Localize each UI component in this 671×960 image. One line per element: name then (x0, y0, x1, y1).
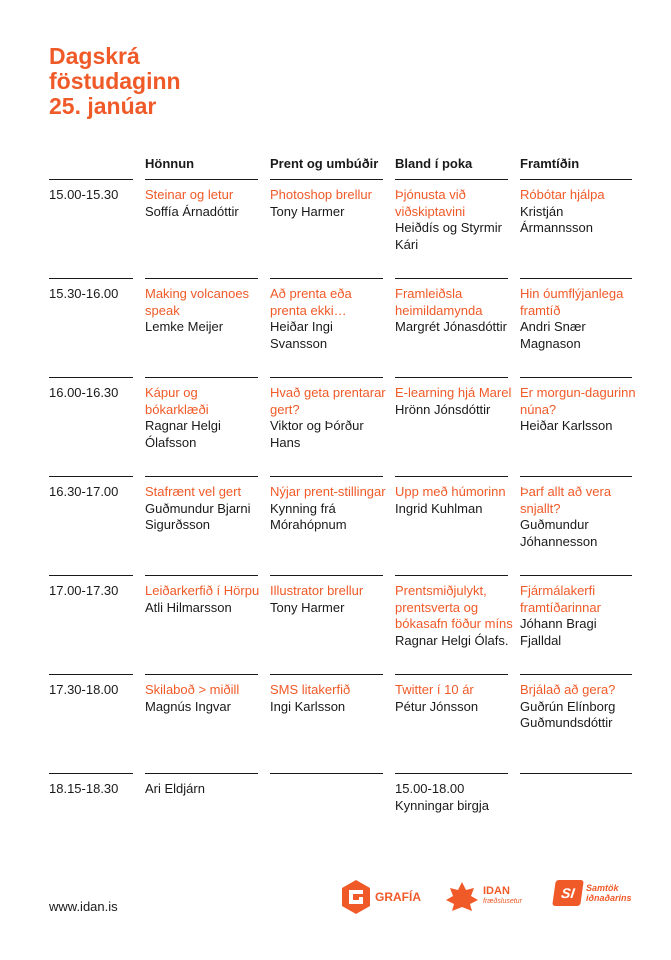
session-title: Að prenta eða prenta ekki… (270, 286, 352, 318)
time-slot: 17.00-17.30 (49, 583, 119, 598)
session-cell (270, 583, 388, 616)
session-speaker: Heiðdís og Styrmir Kári (395, 220, 502, 252)
session-cell (395, 385, 513, 418)
session-speaker: Margrét Jónasdóttir (395, 319, 507, 335)
session-title: Hvað geta prentarar gert? (270, 385, 386, 417)
session-speaker: Guðmundur Bjarni Sigurðsson (145, 500, 251, 533)
session-cell (520, 187, 638, 237)
session-cell (145, 484, 263, 534)
grafia-logo-text: GRAFÍA (375, 890, 421, 904)
session-speaker: Guðrún Elínborg Guðmundsdóttir (520, 698, 616, 731)
session-cell (270, 385, 388, 451)
session-title: Þarf allt að vera snjallt? (520, 484, 612, 516)
session-cell (520, 484, 638, 550)
session-speaker: Kynning frá Mórahópnum (270, 500, 347, 533)
time-slot: 18.15-18.30 (49, 781, 119, 796)
session-cell (145, 187, 263, 220)
session-cell (395, 583, 513, 649)
session-title: Brjálað að gera? (520, 682, 616, 697)
session-title: Framleiðsla heimildamynda (395, 286, 483, 318)
website-url[interactable]: www.idan.is (49, 899, 118, 914)
session-cell (145, 286, 263, 336)
schedule-row (0, 575, 671, 674)
title-line-3: 25. janúar (49, 93, 157, 119)
session-title: Þjónusta við viðskiptavini (395, 187, 466, 219)
title-line-1: Dagskrá (49, 43, 140, 69)
session-speaker: Ingi Karlsson (270, 698, 346, 714)
session-cell (270, 484, 388, 534)
session-speaker: Tony Harmer (270, 599, 345, 615)
session-cell (520, 583, 638, 649)
title-line-2: föstudaginn (49, 68, 181, 94)
grafia-logo-icon (341, 880, 371, 914)
idan-logo-icon (444, 880, 480, 912)
si-logo-mark: SI (560, 885, 576, 901)
time-slot: 17.30-18.00 (49, 682, 119, 697)
idan-logo-subtext: fræðslusetur (483, 898, 522, 905)
schedule-row (0, 179, 671, 278)
page-title (49, 44, 181, 119)
session-speaker: Guðmundur Jóhannesson (520, 517, 598, 549)
schedule-row (0, 773, 671, 872)
schedule-header (0, 150, 671, 180)
session-cell (395, 286, 513, 336)
session-speaker: Magnús Ingvar (145, 698, 231, 714)
session-cell (270, 187, 388, 220)
session-cell (145, 682, 263, 715)
session-title: Making volcanoes speak (145, 286, 250, 318)
session-cell (520, 286, 638, 352)
session-speaker: Ari Eldjárn (145, 781, 205, 796)
session-cell (395, 781, 513, 814)
session-title: Róbótar hjálpa (520, 187, 605, 202)
session-speaker: Jóhann Bragi Fjalldal (520, 616, 597, 648)
time-slot: 15.00-15.30 (49, 187, 119, 202)
column-header-prent: Prent og umbúðir (270, 156, 379, 171)
schedule-row (0, 476, 671, 575)
session-cell (395, 682, 513, 715)
schedule-row (0, 674, 671, 773)
time-slot: 16.00-16.30 (49, 385, 119, 400)
session-speaker: Ragnar Helgi Ólafsson (145, 418, 221, 450)
session-title: Upp með húmorinn (395, 484, 506, 499)
session-speaker: Hrönn Jónsdóttir (395, 401, 491, 417)
session-title: Skilaboð > miðill (145, 682, 240, 697)
session-title: Photoshop brellur (270, 187, 372, 202)
session-speaker: Ingrid Kuhlman (395, 500, 483, 516)
session-speaker: Soffía Árnadóttir (145, 203, 239, 219)
session-speaker: Pétur Jónsson (395, 698, 479, 714)
session-title: Kápur og bókarklæði (145, 385, 209, 417)
session-cell (145, 781, 263, 798)
session-cell (145, 583, 263, 616)
schedule-row (0, 278, 671, 377)
session-cell (520, 385, 638, 435)
session-title: Steinar og letur (145, 187, 234, 202)
session-speaker: Viktor og Þórður Hans (270, 418, 364, 450)
si-logo-line-1: Samtök (586, 883, 619, 893)
session-cell (145, 385, 263, 451)
session-title: Leiðarkerfið í Hörpu (145, 583, 260, 598)
session-speaker: Ragnar Helgi Ólafs. (395, 632, 509, 648)
session-speaker: Tony Harmer (270, 203, 345, 219)
column-header-framtidin: Framtíðin (520, 156, 580, 171)
session-title: Prentsmiðjulykt, prentsverta og bókasafn föður míns (395, 583, 513, 632)
column-header-honnun: Hönnun (145, 156, 195, 171)
session-speaker: Kristján Ármannsson (520, 203, 593, 236)
si-logo-line-2: iðnaðarins (586, 893, 632, 903)
session-title: E-learning hjá Marel (395, 385, 512, 400)
session-title: Nýjar prent-stillingar (270, 484, 386, 499)
column-header-bland: Bland í poka (395, 156, 473, 171)
session-title: Twitter í 10 ár (395, 682, 474, 697)
session-speaker: Heiðar Ingi Svansson (270, 319, 333, 351)
session-cell (395, 484, 513, 517)
session-title: SMS litakerfið (270, 682, 351, 697)
grafia-logo (341, 880, 421, 914)
session-speaker: 15.00-18.00 Kynningar birgja (395, 781, 489, 813)
idan-logo (444, 880, 522, 912)
session-title: Stafrænt vel gert (145, 484, 242, 499)
time-slot: 15.30-16.00 (49, 286, 119, 301)
session-title: Illustrator brellur (270, 583, 364, 598)
session-speaker: Lemke Meijer (145, 319, 224, 335)
session-speaker: Heiðar Karlsson (520, 418, 613, 434)
session-speaker: Andri Snær Magnason (520, 319, 586, 351)
schedule-row (0, 377, 671, 476)
si-logo (554, 880, 632, 906)
session-cell (520, 682, 638, 732)
session-cell (270, 682, 388, 715)
session-cell (395, 187, 513, 253)
si-logo-icon (552, 880, 584, 906)
session-title: Er morgun-dagurinn núna? (520, 385, 636, 417)
session-title: Hin óumflýjanlega framtíð (520, 286, 624, 318)
session-cell (270, 286, 388, 352)
idan-logo-text: IDAN (483, 885, 510, 897)
session-title: Fjármálakerfi framtíðarinnar (520, 583, 601, 615)
session-speaker: Atli Hilmarsson (145, 599, 232, 615)
time-slot: 16.30-17.00 (49, 484, 119, 499)
